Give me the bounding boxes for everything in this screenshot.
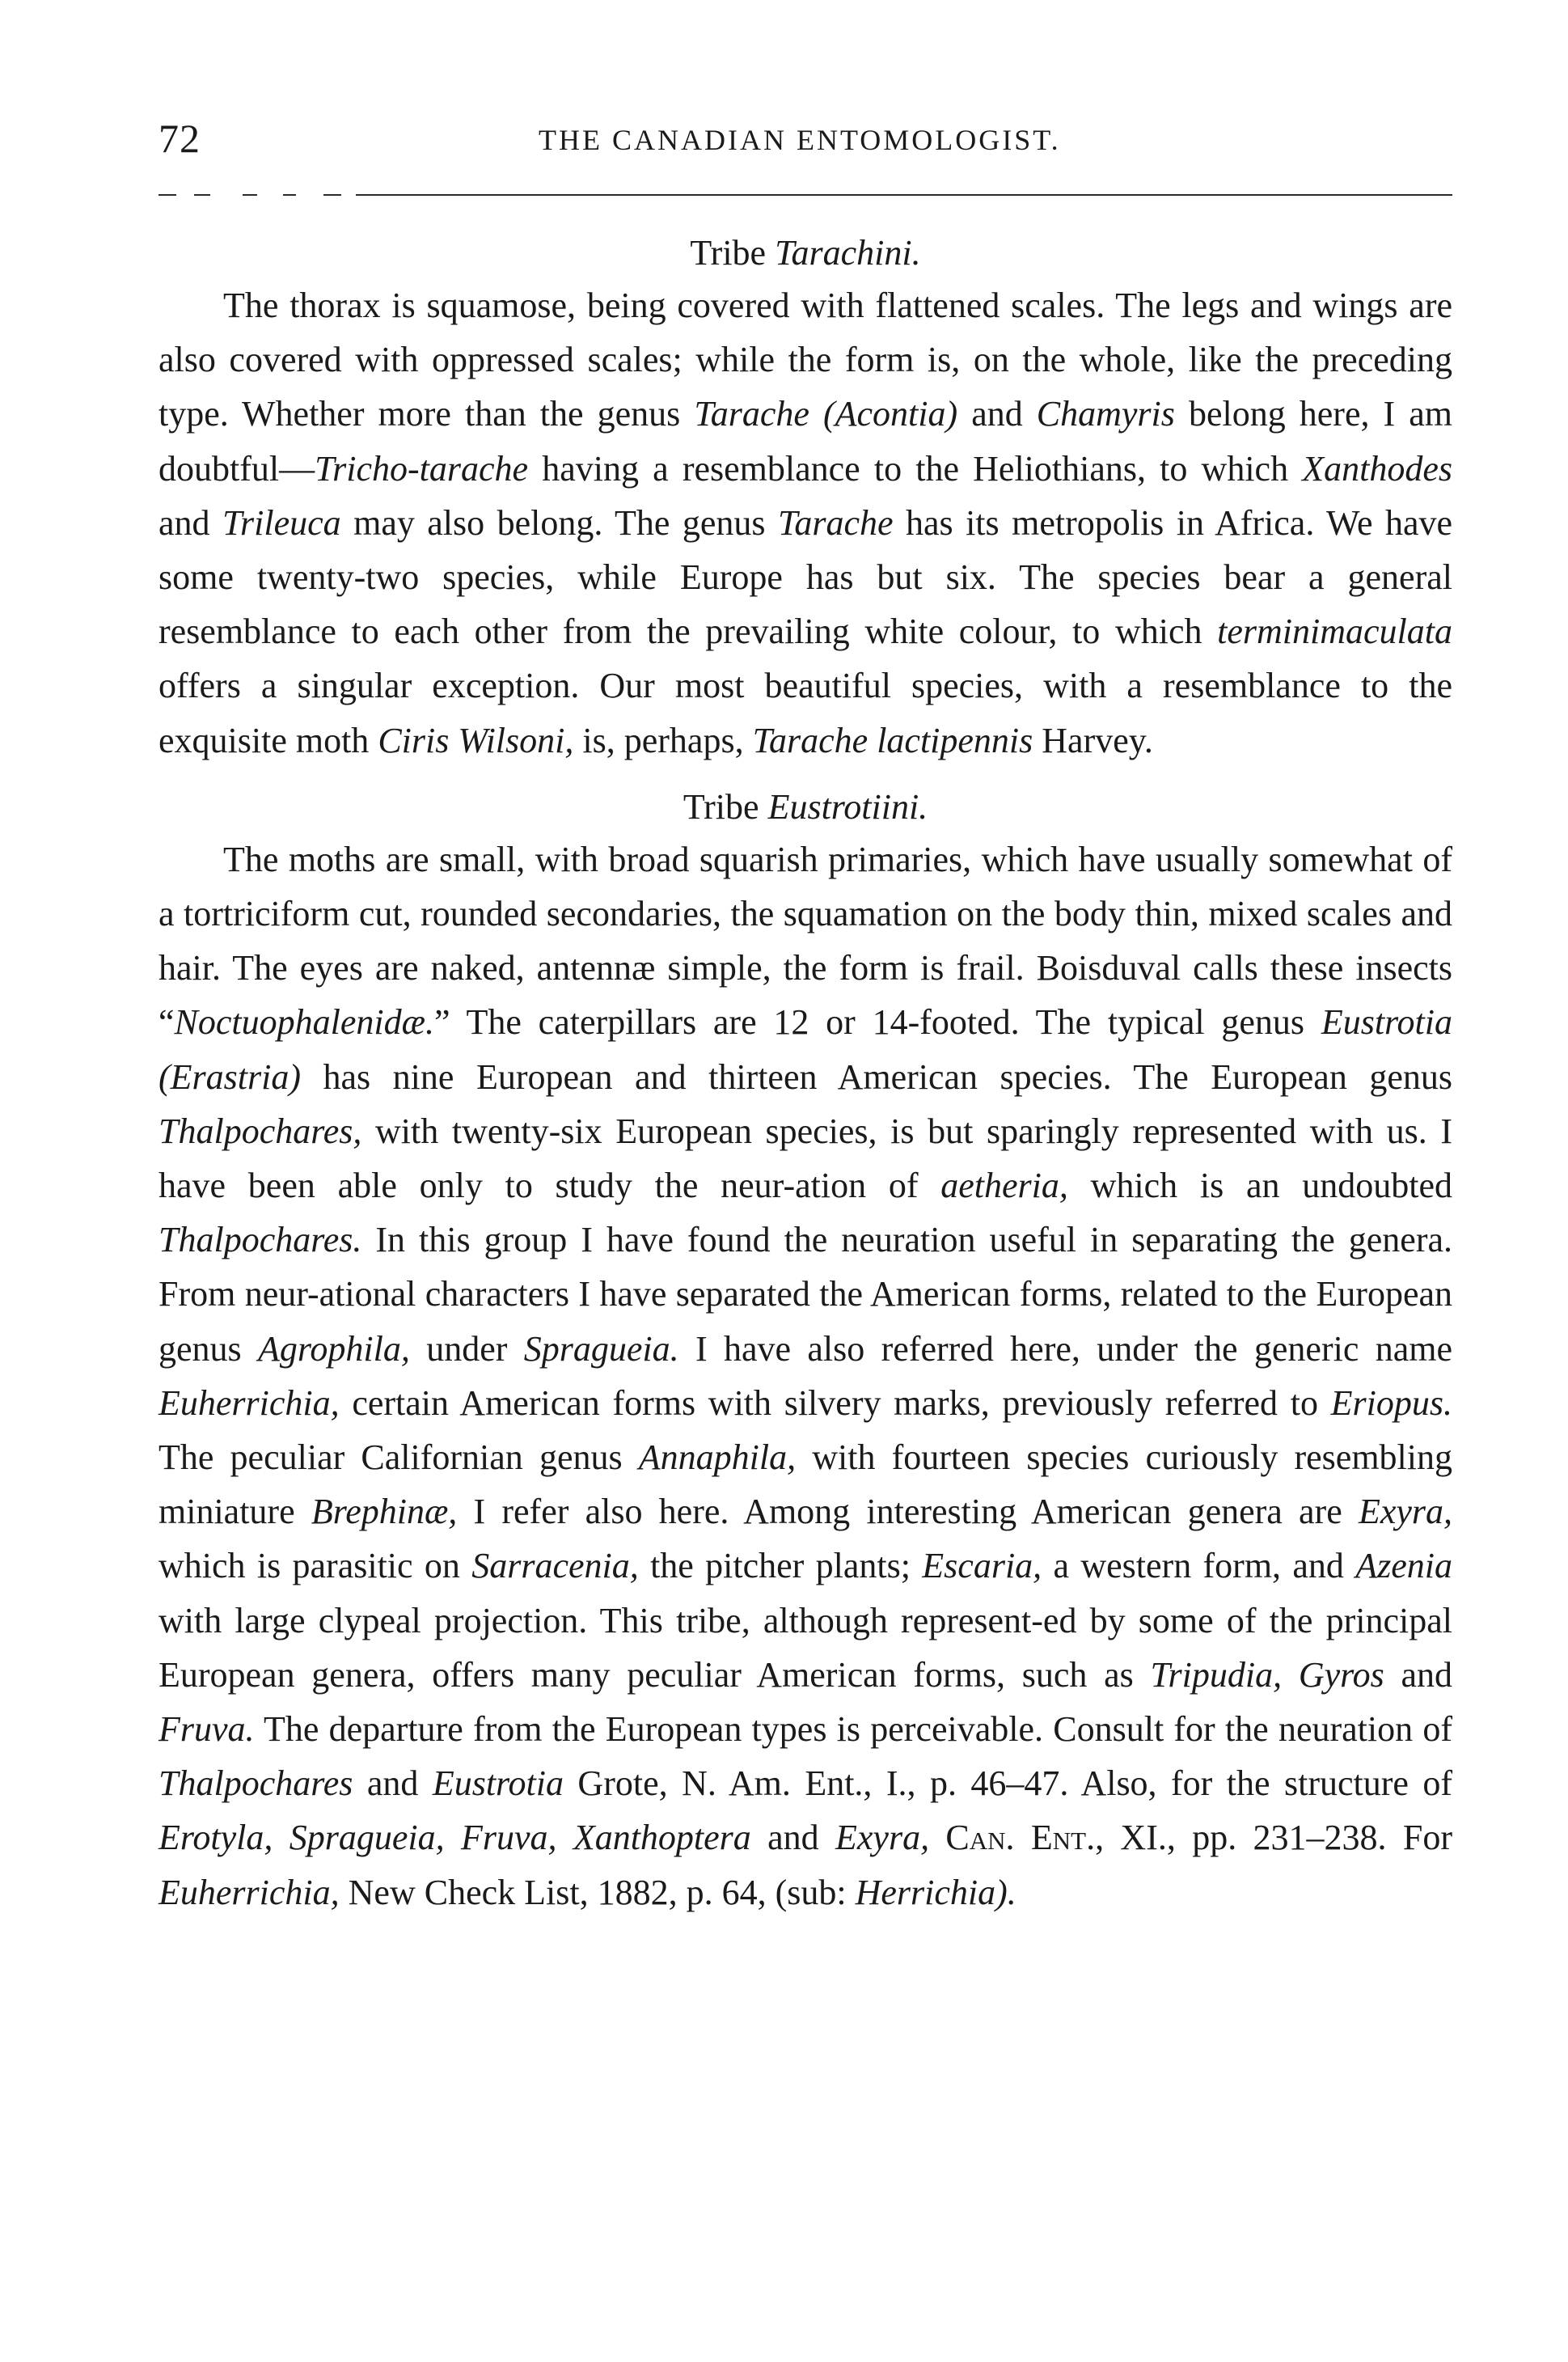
header-rule-dash <box>323 194 341 196</box>
italic-term: Tarache (Acontia) <box>694 394 958 434</box>
header-rule-dash <box>158 194 176 196</box>
text-run: The thorax is squamose, being covered with flattened scales. The legs and wings are also covered with oppressed scales; while the form is, on the whole, like the preceding type. Whether more than the genus <box>158 286 1452 434</box>
text-run: and <box>353 1763 433 1804</box>
italic-term: Thalpochares. <box>158 1220 362 1260</box>
italic-term: Brephinæ, <box>311 1492 458 1532</box>
text-run <box>929 1818 945 1857</box>
italic-term: Trileuca <box>222 502 341 543</box>
italic-term: Tricho-tarache <box>315 448 529 489</box>
text-run: and <box>957 394 1037 434</box>
italic-term: Escaria, <box>922 1546 1042 1586</box>
text-run: and <box>750 1818 836 1858</box>
text-run <box>445 1818 461 1857</box>
running-head <box>158 115 1452 163</box>
tribe-heading-tarachini <box>158 228 1452 278</box>
italic-term: Tarache lactipennis <box>752 720 1033 760</box>
italic-term: Sarracenia, <box>471 1546 639 1586</box>
text-run: The peculiar Californian genus <box>158 1437 639 1478</box>
small-caps-text: Can. Ent., <box>945 1818 1105 1858</box>
italic-term: Annaphila, <box>638 1437 797 1478</box>
page-number: 72 <box>158 116 201 161</box>
italic-term: Fruva. <box>158 1709 255 1750</box>
italic-term: Gyros <box>1298 1654 1384 1695</box>
text-run: The moths are small, with broad squarish primaries, which have usually somewhat of a tortriciform cut, rounded secondaries, the squamation on the body thin, mixed scales and hair. The eyes are naked, antennæ simple, the form is frail. Boisduval calls these insects “ <box>158 839 1452 1043</box>
text-run: I have also referred here, under the generic name <box>678 1328 1452 1369</box>
text-run: I refer also here. Among interesting American genera are <box>457 1492 1359 1532</box>
italic-term: Fruva, <box>460 1818 557 1858</box>
text-run: may also belong. The genus <box>340 502 778 543</box>
italic-term: Exyra, <box>835 1818 930 1858</box>
italic-term: Agrophila, <box>258 1328 410 1369</box>
italic-term: Euherrichia, <box>158 1872 340 1912</box>
italic-term: Herrichia). <box>855 1872 1016 1912</box>
tribe-label: Tribe <box>690 233 767 273</box>
italic-term: Exyra, <box>1358 1492 1452 1532</box>
italic-term: Erotyla, <box>158 1818 273 1858</box>
text-run: is, perhaps, <box>573 720 753 760</box>
header-rule-dash <box>283 194 296 196</box>
tribe-heading-eustrotiini <box>158 782 1452 832</box>
italic-term: Spragueia. <box>523 1328 679 1369</box>
text-run: and <box>158 502 222 543</box>
italic-term: terminimaculata <box>1217 612 1452 652</box>
text-run: certain American forms with silvery marks, previously referred to <box>339 1382 1331 1423</box>
text-run: offers a singular exception. Our most beautiful species, with a resemblance to the exquisite moth <box>158 666 1452 760</box>
italic-term: Euherrichia, <box>158 1382 340 1423</box>
italic-term: Spragueia, <box>289 1818 445 1858</box>
text-run: has its metropolis in Africa. We have some twenty-two species, while Europe has but six. The species bear a general resemblance to each other from the prevailing white colour, to which <box>158 502 1453 652</box>
text-run: Harvey. <box>1033 720 1153 760</box>
tribe-name: Eustrotiini. <box>767 786 928 827</box>
paragraph-tarachini <box>158 278 1452 768</box>
header-rule <box>356 194 1452 196</box>
text-run: with twenty-six European species, is but sparingly represented with us. I have been able only to study the neur-ation of <box>158 1111 1452 1206</box>
text-run: which is an undoubted <box>1067 1166 1452 1206</box>
italic-term: Eustrotia (Erastria) <box>158 1002 1452 1097</box>
text-run: having a resemblance to the Heliothians, to which <box>528 448 1303 489</box>
text-run: and <box>1384 1654 1453 1695</box>
text-run: the pitcher plants; <box>638 1546 923 1586</box>
italic-term: Thalpochares <box>158 1763 353 1804</box>
italic-term: Xanthoptera <box>573 1818 751 1858</box>
italic-term: Xanthodes <box>1302 448 1452 489</box>
italic-term: Eriopus. <box>1330 1382 1452 1423</box>
paragraph-eustrotiini <box>158 832 1452 1920</box>
italic-term: aetheria, <box>940 1166 1068 1206</box>
italic-term: Chamyris <box>1036 394 1175 434</box>
text-run: has nine European and thirteen American species. The European genus <box>301 1056 1452 1097</box>
text-run: with large clypeal projection. This tribe, although represent-ed by some of the principal European genera, offers many peculiar American forms, such as <box>158 1600 1452 1695</box>
header-rule-dash <box>194 194 210 196</box>
italic-term: Azenia <box>1355 1546 1452 1586</box>
header-rule-dash <box>243 194 257 196</box>
text-run: The departure from the European types is perceivable. Consult for the neuration of <box>254 1709 1452 1750</box>
text-run: a western form, and <box>1042 1546 1356 1586</box>
text-run: New Check List, 1882, p. 64, (sub: <box>339 1872 856 1912</box>
tribe-name: Tarachini. <box>775 233 921 273</box>
article-body <box>158 228 1452 1920</box>
text-run: which is parasitic on <box>158 1546 472 1586</box>
italic-term: Noctuophalenidæ. <box>174 1002 434 1043</box>
italic-term: Thalpochares, <box>158 1111 362 1151</box>
text-run: XI., pp. 231–238. For <box>1104 1818 1453 1858</box>
text-run <box>273 1818 289 1857</box>
text-run: In this group I have found the neuration useful in separating the genera. From neur-ational characters I have separated the American forms, related to the European genus <box>158 1220 1452 1369</box>
journal-title: THE CANADIAN ENTOMOLOGIST. <box>539 124 1061 156</box>
text-run: ” The caterpillars are 12 or 14-footed. The typical genus <box>433 1002 1321 1043</box>
text-run: under <box>409 1328 524 1369</box>
italic-term: Eustrotia <box>432 1763 564 1804</box>
italic-term: Tripudia, <box>1150 1654 1283 1695</box>
italic-term: Tarache <box>777 502 894 543</box>
text-run: Grote, N. Am. Ent., I., p. 46–47. Also, for the structure of <box>563 1763 1453 1804</box>
text-run: belong here, I am doubtful— <box>158 394 1452 489</box>
text-run <box>556 1818 573 1857</box>
text-run: with fourteen species curiously resembling miniature <box>158 1437 1452 1532</box>
italic-term: Ciris Wilsoni, <box>378 720 574 760</box>
text-run <box>1282 1655 1299 1695</box>
tribe-label: Tribe <box>683 786 759 827</box>
